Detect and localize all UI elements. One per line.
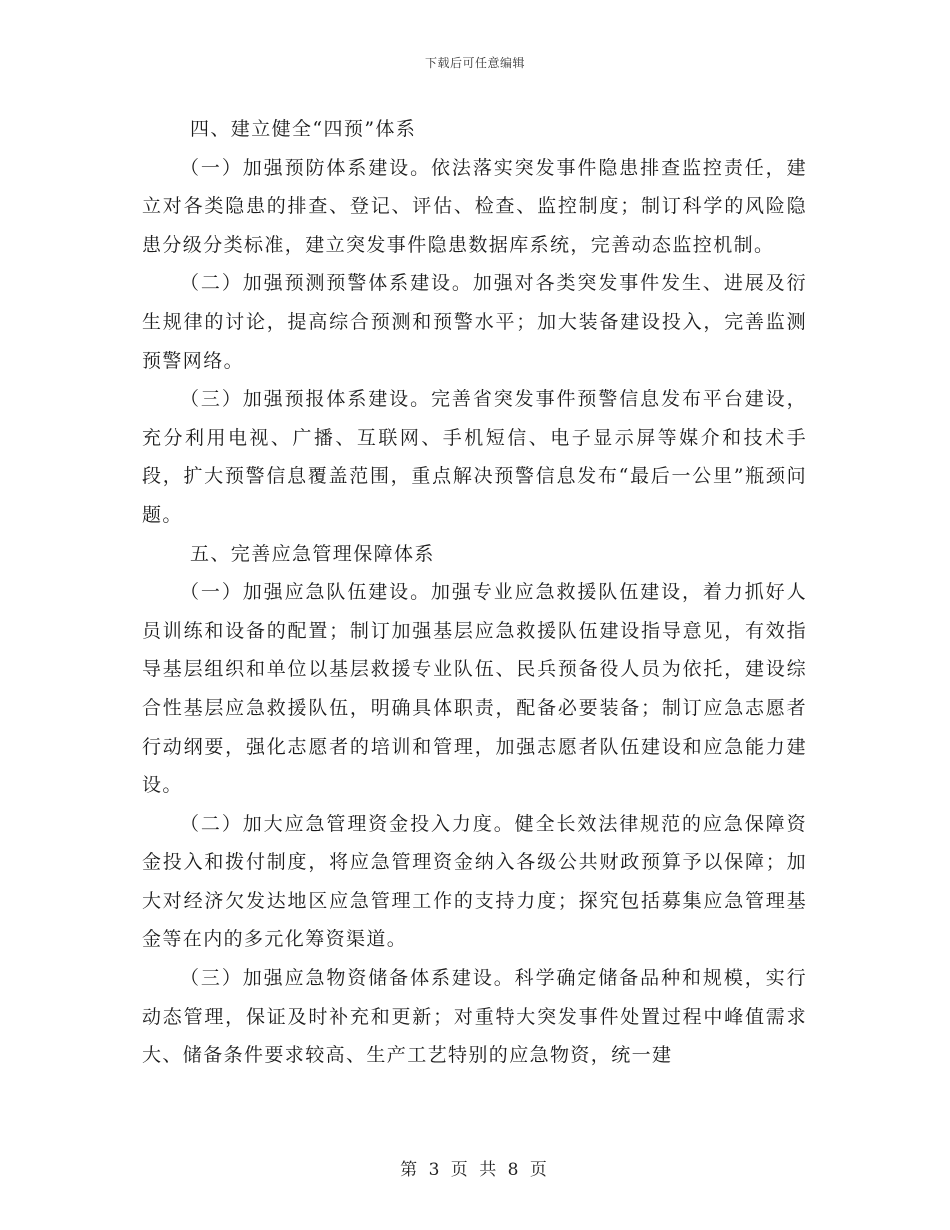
- section-heading-4: 四、建立健全“四预”体系: [190, 118, 417, 140]
- paragraph-4-3: （三）加强预报体系建设。完善省突发事件预警信息发布平台建设，充分利用电视、广播、互联网、手机短信、电子显示屏等媒介和技术手段，扩大预警信息覆盖范围，重点解决预警信息发布“最后一公里”瓶颈问题。: [142, 388, 807, 526]
- page-header: 下载后可任意编辑: [424, 56, 525, 70]
- page-number-footer: 第 3 页 共 8 页: [400, 1160, 550, 1180]
- paragraph-5-2: （二）加大应急管理资金投入力度。健全长效法律规范的应急保障资金投入和拨付制度，将应急管理资金纳入各级公共财政预算予以保障；加大对经济欠发达地区应急管理工作的支持力度；探究包括募集应急管理基金等在内的多元化筹资渠道。: [142, 812, 807, 951]
- paragraph-5-3: （三）加强应急物资储备体系建设。科学确定储备品种和规模，实行动态管理，保证及时补充和更新；对重特大突发事件处置过程中峰值需求大、储备条件要求较高、生产工艺特别的应急物资，统一建: [142, 967, 807, 1067]
- section-heading-5: 五、完善应急管理保障体系: [190, 542, 435, 565]
- document-body: [142, 110, 807, 1075]
- paragraph-4-2: （二）加强预测预警体系建设。加强对各类突发事件发生、进展及衍生规律的讨论，提高综合预测和预警水平；加大装备建设投入，完善监测预警网络。: [142, 272, 807, 372]
- paragraph-5-1: （一）加强应急队伍建设。加强专业应急救援队伍建设，着力抓好人员训练和设备的配置；制订加强基层应急救援队伍建设指导意见，有效指导基层组织和单位以基层救援专业队伍、民兵预备役人员为依托，建设综合性基层应急救援队伍，明确具体职责，配备必要装备；制订应急志愿者行动纲要，强化志愿者的培训和管理，加强志愿者队伍建设和应急能力建设。: [142, 581, 807, 797]
- paragraph-4-1: （一）加强预防体系建设。依法落实突发事件隐患排查监控责任，建立对各类隐患的排查、登记、评估、检查、监控制度；制订科学的风险隐患分级分类标准，建立突发事件隐患数据库系统，完善动态监控机制。: [142, 156, 807, 256]
